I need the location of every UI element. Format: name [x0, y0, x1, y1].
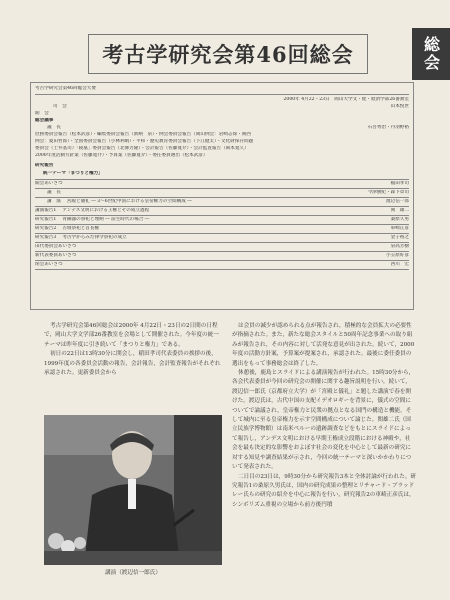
talk-label: 講演報告1 — [35, 208, 57, 213]
gichou-label: 議 長 — [47, 125, 61, 130]
divider — [35, 242, 409, 243]
talk-label: 研究報告3 — [35, 235, 57, 240]
paragraph: 初日の22日は13時30分に開会し，稲田孝司代表委員の挨拶の後，1999年度の各委員会活動の報告，会計報告，会計監査報告がそれぞれ承認された。更新委員会から — [44, 351, 221, 377]
aisatsu-label: 開会あいさつ — [35, 181, 63, 186]
gicho2-name: 今津勝紀・森下章司 — [367, 190, 409, 195]
paragraph: は会員の減少が認められる点が報告され，積極的な会員拡大の必要性が指摘された。また，新たな総会スタイルと50周年記念事業への取り組みが報告され，その内容に対して活発な意見が出された。続いて，2000年度の活動方針案，予算案が提案され，承認された。最後に委任委員の選出をもって事務総会は終了した。 — [232, 323, 415, 367]
talk-name: 桑原久男 — [390, 217, 409, 222]
page-title: 考古学研究会第46回総会 — [88, 34, 368, 74]
divider — [35, 215, 409, 216]
photo-caption: 講演（渡辺信一郎氏） — [105, 570, 161, 576]
date-line: 2000年 4月22・23日 岡山大学文・経・経済学部26番教室 — [283, 97, 409, 102]
closing-label: 閉会あいさつ — [35, 262, 63, 267]
divider — [35, 233, 409, 234]
closing-name: 小笠原好彦 — [386, 253, 409, 258]
kenkyu-label: 研究報告 — [35, 163, 54, 168]
divider — [35, 94, 409, 95]
shikai-label: 司 会 — [53, 104, 67, 109]
gicho2-label: 議 長 — [47, 190, 61, 195]
report-line: 委員会（土井基司）「陵墓」委員会報告（北條芳隆）・会計報告（佐藤寛介）・会計監査報告（岡本寛久） — [35, 146, 249, 151]
closing-name: 西川 宏 — [390, 262, 409, 267]
talk-title: アンデス文明における王権とその成立過程 — [62, 208, 150, 213]
talk-name: 金子裕之 — [390, 235, 409, 240]
closing-name: 泉高芳樹 — [390, 244, 409, 249]
talk-title: 古墳祭祀と首長権 — [62, 226, 100, 231]
divider — [35, 206, 409, 207]
report-line: 2000年度活動方針案（佐藤寛介）・予算案（佐藤寛介）・委任委員選出（松本武彦） — [35, 153, 208, 158]
lecture-photo — [44, 415, 222, 565]
talk-name: 車崎正彦 — [390, 226, 409, 231]
kaikai-label: 開 会 — [35, 111, 49, 116]
divider — [35, 188, 409, 189]
talk-title: 青銅器の祭祀と埋納 ― 前生時代の場合 ― — [62, 217, 150, 222]
paragraph: 二日目の23日は，9時30分から研究報告3本と全体討論が行われた。研究報告1の桑原久男氏は，国内の研究成果の整理とリチャード・ブラッドレー氏らの研究の紹介を中心に報告を行い，研究報告2の車崎正彦氏は，シンボリズム重視の立場から前方後円墳 — [232, 473, 416, 508]
talk-label: 研究報告2 — [35, 226, 57, 231]
section-tab: 総会 — [412, 28, 450, 80]
kouen-label: 講 演 — [47, 199, 61, 204]
closing-label: 田代委員会あいさつ — [35, 244, 77, 249]
gichou-name: 石吾秀治・丹羽野裕 — [367, 125, 409, 130]
talk-label: 研究報告1 — [35, 217, 57, 222]
aisatsu-name: 稲田孝司 — [390, 181, 409, 186]
divider — [35, 224, 409, 225]
talk-title: 考古学からみた律令祭祀の成立 — [62, 235, 127, 240]
divider — [35, 197, 409, 198]
program-box — [30, 82, 414, 310]
divider — [35, 269, 409, 270]
divider — [35, 260, 409, 261]
left-column — [44, 322, 222, 410]
theme: 統一テーマ「まつりと権力」 — [43, 171, 103, 176]
shikai-name: 山本悦世 — [390, 104, 409, 109]
closing-label: 新代表委員あいさつ — [35, 253, 77, 258]
divider — [35, 251, 409, 252]
paragraph: 休憩後，鹿島とスライドによる講演報告が行われた。15時30分から，各会代表委員が今回の研究会の開催に関する趣旨説明を行い，続いて，渡辺信一郎氏（京都府立大学）が「宮殿と儀礼」と題した講演で春を開けた。渡辺氏は，古代中国の支配イデオロギーを背景に，儀式の空間についてで論議され，皇帝権力と民衆の拠点となる国門の構造と機能，そして城内に至る皇帝権力を示す空間構成について論じた。関雄二氏（国立民族学博物館）は南米ペルーの遺跡調査などをもとにスライドによって報告し，アンデス文明における早期王権成立段階における神殿や，社会を最も決定的な影響をおよぼす社会の変化を中心として最新の研究に対する知見や調査結果が示され，今回の統一テーマと深いかかわりについて発表された。 — [232, 370, 415, 471]
talk-name: 関 雄二 — [390, 208, 409, 213]
kouen-title: 宮殿と儀礼 ― 3～6世紀中国における皇帝権力の空間構成 ― — [66, 199, 192, 204]
box-header: 考古学研究会第46回総会大要 — [35, 86, 96, 91]
soukai-label: 総会議事 — [35, 118, 54, 123]
right-column — [232, 322, 416, 594]
paragraph: 考古学研究会第46回総会は2000年 4月22日・23日の2日間の日程で，岡山大学文学部26番教室を会場として開催された。今年度の統一テーマは昨年度に引き続いて「まつりと権力」である。 — [44, 323, 219, 348]
kouen-name: 渡辺信一郎 — [386, 199, 409, 204]
divider — [35, 179, 409, 180]
speaker-photo-icon — [44, 415, 222, 565]
report-line: 庶務委員会報告（松本武彦）・編集委員会報告（新納 泉）・例会委員会報告（岡山例会：岩崎志保・関西 — [35, 132, 251, 137]
report-line: 例会：菱田哲郎）・全国委員会報告（小林利晴）・平和・歴史教育委員会報告（下江健太）・文化財保存問題 — [35, 139, 254, 144]
